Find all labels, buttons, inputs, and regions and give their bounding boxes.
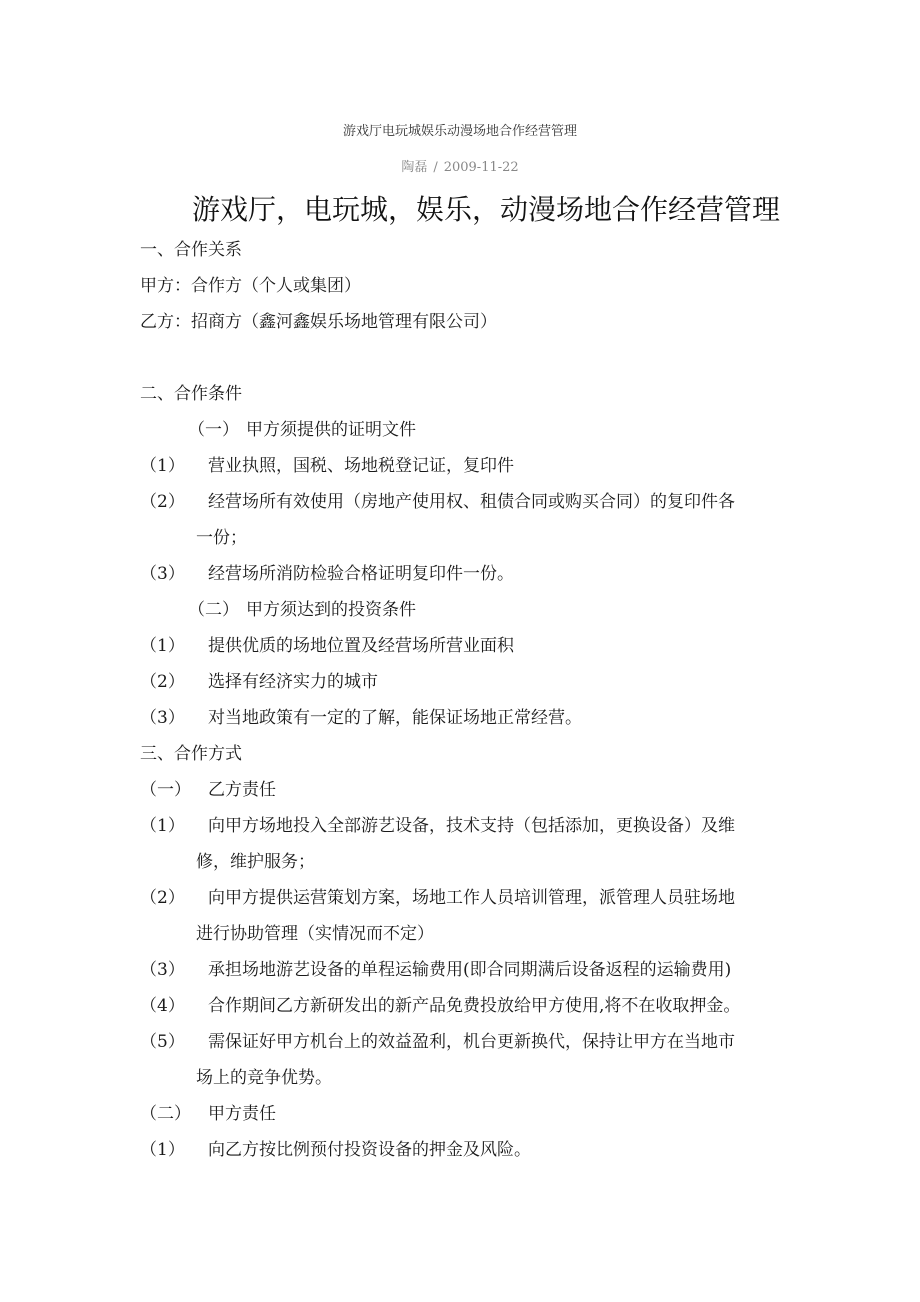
subsection-label: （二） (188, 600, 239, 620)
list-item (140, 634, 514, 658)
subsection-heading (188, 598, 416, 622)
list-item (140, 886, 735, 910)
subsection-label: （二） (140, 1104, 191, 1124)
list-item-text: 承担场地游艺设备的单程运输费用(即合同期满后设备返程的运输费用) (208, 960, 732, 980)
list-item (140, 706, 582, 730)
byline (0, 156, 920, 175)
document-header-title: 游戏厅电玩城娱乐动漫场地合作经营管理 (342, 124, 577, 139)
subsection-heading (140, 778, 276, 802)
subsection-text: 甲方责任 (208, 1104, 276, 1124)
subsection-text: 甲方须提供的证明文件 (246, 420, 416, 440)
list-item-number: （2） (140, 672, 185, 692)
publish-date: 2009-11-22 (443, 160, 519, 175)
section-heading: 三、合作方式 (140, 744, 242, 764)
list-item-number: （1） (140, 636, 185, 656)
list-item-number: （3） (140, 564, 185, 584)
list-item-text: 对当地政策有一定的了解，能保证场地正常经营。 (208, 708, 582, 728)
list-item-number: （2） (140, 492, 185, 512)
list-item-text: 经营场所消防检验合格证明复印件一份。 (208, 564, 514, 584)
subsection-label: （一） (188, 420, 239, 440)
list-item-number: （5） (140, 1032, 185, 1052)
list-item-continuation: 一份； (196, 528, 247, 548)
list-item-text: 合作期间乙方新研发出的新产品免费投放给甲方使用,将不在收取押金。 (208, 996, 741, 1016)
byline-separator: / (433, 160, 438, 175)
list-item-text: 需保证好甲方机台上的效益盈利，机台更新换代，保持让甲方在当地市 (208, 1032, 735, 1052)
list-item-number: （3） (140, 960, 185, 980)
list-item-continuation: 修，维护服务； (196, 852, 315, 872)
subsection-label: （一） (140, 780, 191, 800)
list-item (140, 670, 378, 694)
list-item-continuation: 场上的竞争优势。 (196, 1068, 332, 1088)
list-item (140, 814, 735, 838)
list-item (140, 994, 740, 1018)
list-item-number: （1） (140, 456, 185, 476)
list-item-text: 选择有经济实力的城市 (208, 672, 378, 692)
subsection-heading (188, 418, 416, 442)
list-item (140, 1030, 735, 1054)
list-item-text: 向甲方场地投入全部游艺设备，技术支持（包括添加，更换设备）及维 (208, 816, 735, 836)
author-name: 陶磊 (401, 160, 428, 175)
section-heading: 一、合作关系 (140, 240, 242, 260)
list-item-number: （3） (140, 708, 185, 728)
page-title: 游戏厅，电玩城，娱乐，动漫场地合作经营管理 (192, 193, 781, 226)
list-item-number: （1） (140, 1140, 185, 1160)
list-item-text: 营业执照，国税、场地税登记证，复印件 (208, 456, 514, 476)
list-item-continuation: 进行协助管理（实情况而不定） (196, 924, 434, 944)
list-item (140, 490, 735, 514)
list-item-text: 向乙方按比例预付投资设备的押金及风险。 (208, 1140, 531, 1160)
list-item-text: 提供优质的场地位置及经营场所营业面积 (208, 636, 514, 656)
party-a-line: 甲方：合作方（个人或集团） (140, 276, 361, 296)
party-b-line: 乙方：招商方（鑫河鑫娱乐场地管理有限公司） (140, 312, 497, 332)
list-item-text: 经营场所有效使用（房地产使用权、租债合同或购买合同）的复印件各 (208, 492, 735, 512)
list-item (140, 454, 514, 478)
subsection-text: 乙方责任 (208, 780, 276, 800)
subsection-heading (140, 1102, 276, 1126)
list-item-number: （4） (140, 996, 185, 1016)
list-item-number: （1） (140, 816, 185, 836)
list-item (140, 958, 731, 982)
list-item (140, 562, 514, 586)
subsection-text: 甲方须达到的投资条件 (246, 600, 416, 620)
section-heading: 二、合作条件 (140, 384, 242, 404)
list-item-text: 向甲方提供运营策划方案，场地工作人员培训管理，派管理人员驻场地 (208, 888, 735, 908)
list-item (140, 1138, 531, 1162)
list-item-number: （2） (140, 888, 185, 908)
